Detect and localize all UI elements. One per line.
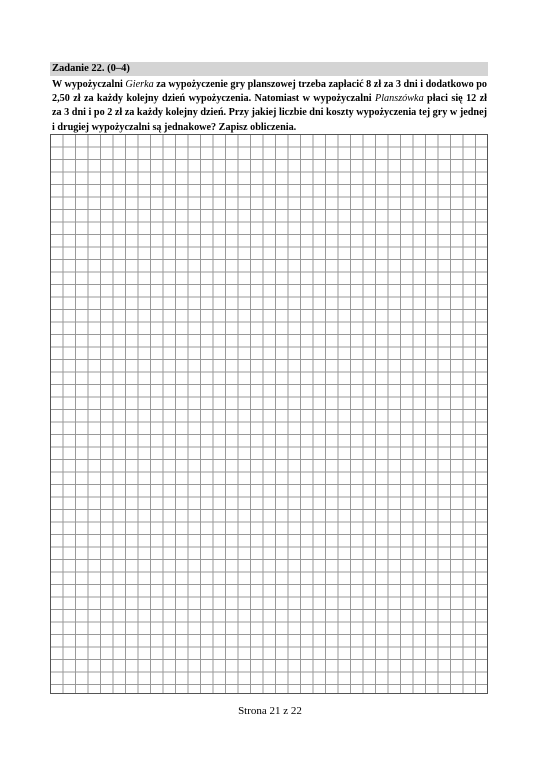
task-title: Zadanie 22. (0–4) bbox=[52, 63, 130, 74]
task-text-part-2: za wypożyczenie gry planszowej trzeba zapłacić 8 zł za 3 dni i dodatkowo po 2,50 zł za każdy kolejny dzień wypożyczenia. Natomiast w wypożyczalni bbox=[52, 79, 488, 105]
rental-name-gierka: Gierka bbox=[125, 79, 154, 90]
task-text-part-1: W wypożyczalni bbox=[52, 79, 126, 90]
task-text-part-3: płaci się 12 zł za 3 dni i po 2 zł za każdy kolejny dzień. Przy jakiej liczbie dni koszty wypożyczenia tej gry w jednej i drugiej wypożyczalni są jednakowe? Zapisz obliczenia. bbox=[52, 93, 487, 133]
answer-grid[interactable] bbox=[50, 134, 488, 694]
task-text bbox=[52, 78, 487, 135]
page-number: Strona 21 z 22 bbox=[238, 705, 302, 717]
rental-name-planszowka: Planszówka bbox=[374, 93, 424, 105]
